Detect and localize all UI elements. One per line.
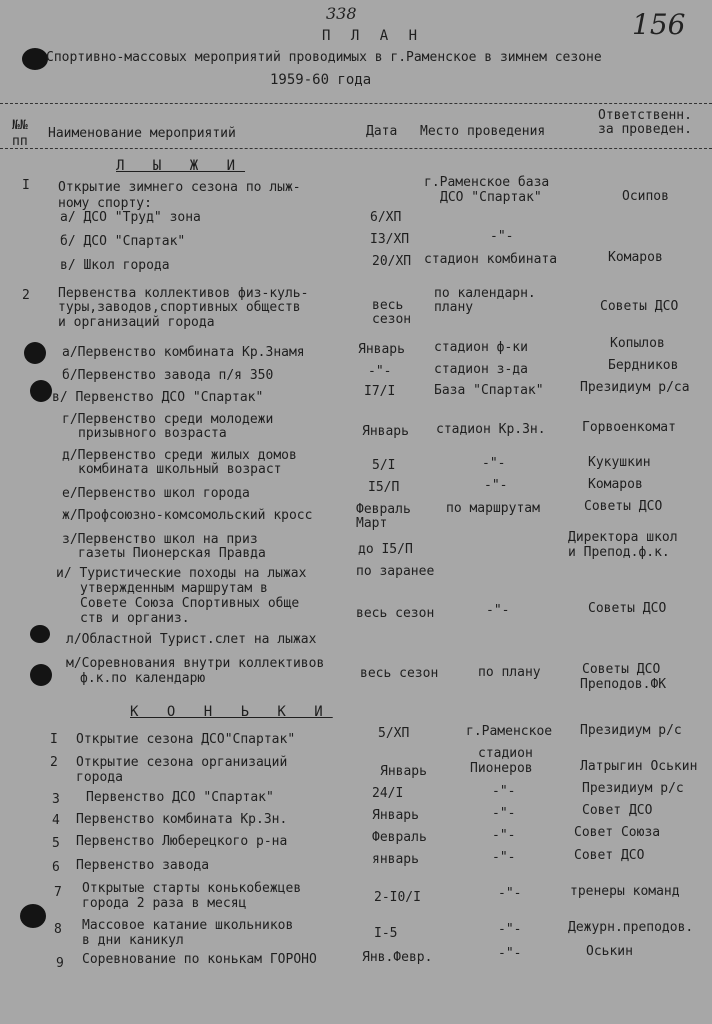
ski-row2z-name1: з/Первенство школ на приз [62, 532, 258, 547]
ski-row1v-name: в/ Школ города [60, 258, 170, 273]
skates-row9-place: -"- [498, 946, 522, 961]
ski-row2-num: 2 [22, 288, 30, 303]
ski-row2e-resp: Комаров [588, 477, 643, 492]
skates-row5-name: Первенство Люберецкого р-на [76, 834, 288, 849]
document-subtitle-line1: Спортивно-массовых мероприятий проводимых в г.Раменское в зимнем сезоне [46, 50, 602, 65]
col-resp-header-1: Ответственн. [598, 108, 692, 123]
ski-row2-name2: туры,заводов,спортивных обществ [58, 300, 301, 315]
ski-row2m-resp1: Советы ДСО [582, 662, 661, 677]
skates-row9-name: Соревнование по конькам ГОРОНО [82, 952, 317, 967]
ski-row2z-resp2: и Препод.ф.к. [568, 545, 670, 560]
skates-row5-resp: Совет Союза [574, 825, 661, 840]
skates-row1-date: 5/ХП [378, 726, 410, 741]
skates-row3-name: Первенство ДСО "Спартак" [86, 790, 274, 805]
ski-row1a-date: 6/ХП [370, 210, 402, 225]
skates-row8-name2: в дни каникул [82, 933, 184, 948]
ski-row2d-name2: комбината школьный возраст [78, 462, 282, 477]
ski-row2m-name2: ф.к.по календарю [80, 671, 206, 686]
ski-row2i-date2: весь сезон [356, 606, 435, 621]
skates-row9-num: 9 [56, 956, 64, 971]
ski-row1v-resp: Комаров [608, 250, 663, 265]
section-ski-heading: Л Ы Ж И [116, 158, 246, 174]
ski-row2-place2: плану [434, 300, 474, 315]
ski-row1a-name: а/ ДСО "Труд" зона [60, 210, 201, 225]
skates-row4-resp: Совет ДСО [582, 803, 653, 818]
skates-row3-resp: Президиум р/с [582, 781, 684, 796]
ski-row2b-resp: Бердников [608, 358, 679, 373]
ski-row2v-date: I7/I [364, 384, 396, 399]
col-num-header-2: пп [12, 134, 28, 149]
punch-hole-1 [22, 48, 48, 70]
skates-row3-num: 3 [52, 792, 60, 807]
ski-row2-place1: по календарн. [434, 286, 536, 301]
skates-row7-name1: Открытые старты конькобежцев [82, 881, 302, 896]
skates-row7-resp: тренеры команд [570, 884, 680, 899]
skates-row8-resp: Дежурн.преподов. [568, 920, 694, 935]
ski-row2g-date: Январь [362, 424, 409, 439]
ski-row2i-name3: Совете Союза Спортивных обще [80, 596, 300, 611]
skates-row4-num: 4 [52, 813, 60, 828]
punch-hole-4 [30, 625, 50, 643]
ski-row2v-resp: Президиум р/са [580, 380, 690, 395]
ski-row2g-name2: призывного возраста [78, 426, 227, 441]
ski-row2m-date: весь сезон [360, 666, 439, 681]
col-resp-header-2: за проведен. [598, 122, 692, 137]
ski-row1-name2: ному спорту: [58, 196, 152, 211]
skates-row1-num: I [50, 732, 58, 747]
ski-row2i-name2: утвержденным маршрутам в [80, 581, 268, 596]
ski-row2l-name: л/Областной Турист.слет на лыжах [66, 632, 317, 647]
skates-row2-name1: Открытие сезона организаций [76, 755, 288, 770]
handwritten-top-number: 338 [326, 4, 357, 23]
document-subtitle-line2: 1959-60 года [270, 72, 372, 88]
punch-hole-5 [30, 664, 52, 686]
skates-row6-resp: Совет ДСО [574, 848, 645, 863]
header-top-rule [0, 103, 712, 104]
ski-row2v-name: в/ Первенство ДСО "Спартак" [52, 390, 264, 405]
punch-hole-2 [24, 342, 46, 364]
skates-row6-num: 6 [52, 860, 60, 875]
ski-row2a-name: а/Первенство комбината Кр.Знамя [62, 345, 305, 360]
ski-row2zh-name: ж/Профсоюзно-комсомольский кросс [62, 508, 313, 523]
ski-row2e-name: е/Первенство школ города [62, 486, 250, 501]
skates-row9-resp: Оськин [586, 944, 633, 959]
skates-row8-date: I-5 [374, 926, 398, 941]
ski-row2-date2: сезон [372, 312, 412, 327]
ski-row2b-date: -"- [368, 364, 392, 379]
skates-row2-resp: Латрыгин Оськин [580, 759, 698, 774]
ski-row1-name1: Открытие зимнего сезона по лыж- [58, 180, 301, 195]
handwritten-page-number: 156 [632, 8, 686, 41]
ski-row2z-date: до I5/П [358, 542, 413, 557]
ski-row2m-name1: м/Соревнования внутри коллективов [66, 656, 325, 671]
ski-row2g-place: стадион Кр.Зн. [436, 422, 546, 437]
ski-row2z-resp1: Директора школ [568, 530, 678, 545]
skates-row6-date: январь [372, 852, 419, 867]
skates-row1-name: Открытие сезона ДСО"Спартак" [76, 732, 296, 747]
skates-row2-place1: стадион [478, 746, 533, 761]
ski-row2i-date1: по заранее [356, 564, 435, 579]
col-name-header: Наименование мероприятий [48, 126, 236, 141]
ski-row2zh-place: по маршрутам [446, 501, 540, 516]
ski-row2zh-date2: Март [356, 516, 388, 531]
skates-row7-name2: города 2 раза в месяц [82, 896, 247, 911]
ski-row1v-place: стадион комбината [424, 252, 558, 267]
ski-row2-name3: и организаций города [58, 315, 215, 330]
skates-row8-name1: Массовое катание школьников [82, 918, 294, 933]
skates-row6-name: Первенство завода [76, 858, 210, 873]
ski-row2z-name2: газеты Пионерская Правда [78, 546, 266, 561]
skates-row4-name: Первенство комбината Кр.Зн. [76, 812, 288, 827]
ski-row1-num: I [22, 178, 30, 193]
ski-row1-place2: ДСО "Спартак" [440, 190, 542, 205]
ski-row2i-name4: ств и организ. [80, 611, 190, 626]
ski-row2zh-date1: Февраль [356, 502, 411, 517]
ski-row2d-date: 5/I [372, 458, 396, 473]
ski-row1b-place: -"- [490, 229, 514, 244]
ski-row2i-name1: и/ Туристические походы на лыжах [56, 566, 307, 581]
ski-row2-resp: Советы ДСО [600, 299, 679, 314]
skates-row7-date: 2-I0/I [374, 890, 421, 905]
ski-row1b-name: б/ ДСО "Спартак" [60, 234, 186, 249]
skates-row9-date: Янв.Февр. [362, 950, 433, 965]
ski-row2b-name: б/Первенство завода п/я 350 [62, 368, 274, 383]
ski-row2m-place: по плану [478, 665, 541, 680]
ski-row2i-resp: Советы ДСО [588, 601, 667, 616]
skates-row8-place: -"- [498, 922, 522, 937]
skates-row6-place: -"- [492, 850, 516, 865]
ski-row2-date1: весь [372, 298, 404, 313]
ski-row2g-resp: Горвоенкомат [582, 420, 676, 435]
skates-row8-num: 8 [54, 922, 62, 937]
skates-row3-place: -"- [492, 784, 516, 799]
header-bottom-rule [0, 148, 712, 149]
ski-row2d-resp: Кукушкин [588, 455, 651, 470]
ski-row2m-resp2: Преподов.ФК [580, 677, 667, 692]
ski-row2a-date: Январь [358, 342, 405, 357]
ski-row2e-date: I5/П [368, 480, 400, 495]
ski-row1-resp: Осипов [622, 189, 669, 204]
skates-row5-date: Февраль [372, 830, 427, 845]
col-date-header: Дата [366, 124, 398, 139]
ski-row1v-date: 20/ХП [372, 254, 412, 269]
punch-hole-6 [20, 904, 46, 928]
ski-row2-name1: Первенства коллективов физ-куль- [58, 286, 309, 301]
skates-row7-place: -"- [498, 886, 522, 901]
ski-row2d-name1: д/Первенство среди жилых домов [62, 448, 297, 463]
ski-row2g-name1: г/Первенство среди молодежи [62, 412, 274, 427]
skates-row1-resp: Президиум р/с [580, 723, 682, 738]
ski-row2a-resp: Копылов [610, 336, 665, 351]
skates-row2-name2: города [76, 770, 123, 785]
ski-row2v-place: База "Спартак" [434, 383, 544, 398]
skates-row2-num: 2 [50, 755, 58, 770]
ski-row1-place1: г.Раменское база [424, 175, 550, 190]
punch-hole-3 [30, 380, 52, 402]
ski-row2b-place: стадион з-да [434, 362, 528, 377]
ski-row2i-place: -"- [486, 603, 510, 618]
skates-row3-date: 24/I [372, 786, 404, 801]
skates-row4-date: Январь [372, 808, 419, 823]
ski-row2d-place: -"- [482, 456, 506, 471]
ski-row2a-place: стадион ф-ки [434, 340, 528, 355]
skates-row1-place: г.Раменское [466, 724, 553, 739]
skates-row2-place2: Пионеров [470, 761, 533, 776]
col-place-header: Место проведения [420, 124, 546, 139]
skates-row5-place: -"- [492, 828, 516, 843]
ski-row2zh-resp: Советы ДСО [584, 499, 663, 514]
document-title: П Л А Н [322, 28, 424, 44]
section-skates-heading: К О Н Ь К И [130, 704, 333, 720]
col-num-header-1: №№ [12, 118, 28, 133]
skates-row4-place: -"- [492, 806, 516, 821]
skates-row5-num: 5 [52, 836, 60, 851]
ski-row2e-place: -"- [484, 478, 508, 493]
skates-row2-date: Январь [380, 764, 427, 779]
skates-row7-num: 7 [54, 885, 62, 900]
ski-row1b-date: I3/ХП [370, 232, 410, 247]
